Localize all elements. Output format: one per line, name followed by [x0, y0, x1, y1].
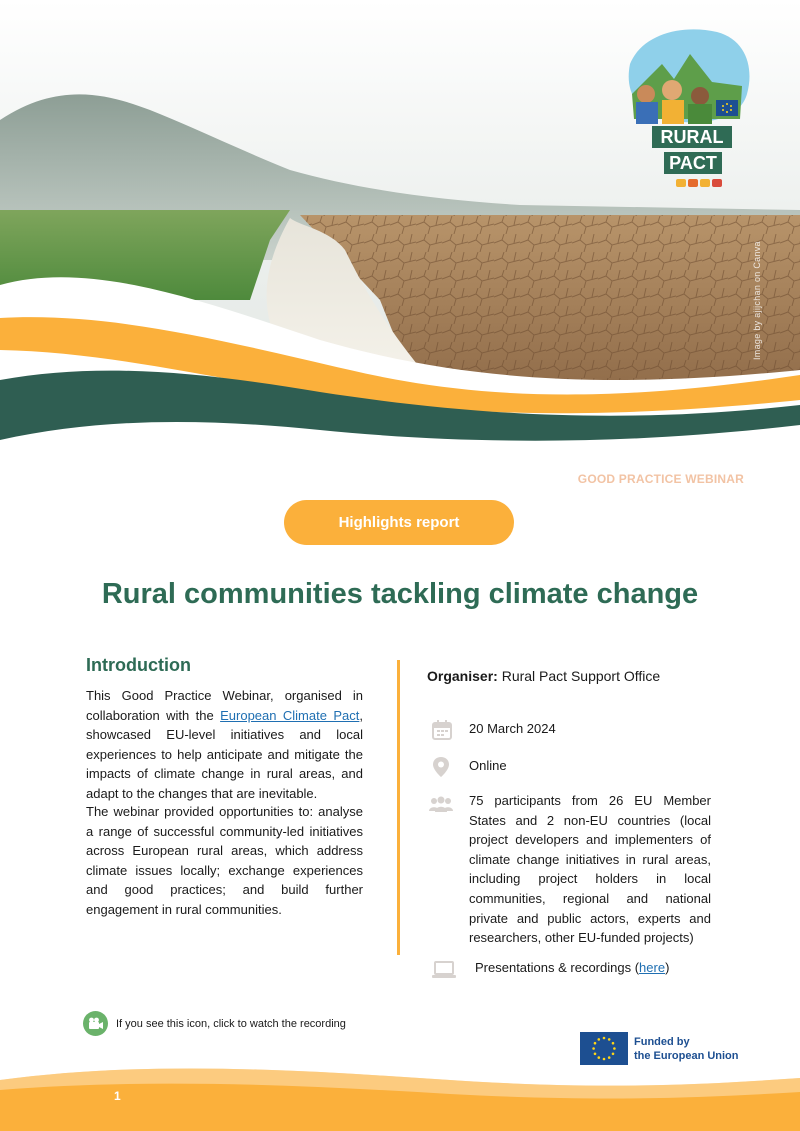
introduction-heading: Introduction [86, 655, 191, 675]
organiser-line [427, 668, 660, 684]
page-number: 1 [114, 1089, 121, 1103]
intro-paragraph-1 [86, 686, 363, 804]
presentations-here-link[interactable]: here [639, 960, 666, 975]
photo-credit: Image by ajijchan on Canva [752, 241, 762, 360]
event-date: 20 March 2024 [469, 721, 556, 736]
webinar-kicker: GOOD PRACTICE WEBINAR [577, 472, 744, 486]
intro-text: , showcased EU-level initiatives and local experiences to help anticipate and mitigate the impacts of climate change in rural areas, and adapt to the changes that are inevitable. [86, 707, 363, 801]
participants-description: 75 participants from 26 EU Member States and 2 non-EU countries (local project developers and implementers of climate change initiatives in rural areas, including project holders in local communities, regional and national private and public actors, experts and researchers, other EU-funded projects) [469, 793, 711, 946]
funded-line-2: the European Union [634, 1050, 739, 1062]
organiser-label: Organiser: [427, 668, 498, 684]
laptop-icon [431, 960, 457, 980]
participants-icon [428, 795, 454, 815]
rural-pact-logo [612, 24, 754, 200]
european-climate-pact-link[interactable]: European Climate Pact [220, 707, 360, 723]
intro-text: This Good Practice Webinar, organised in collaboration with the [86, 688, 363, 723]
event-location: Online [469, 758, 507, 773]
page-title: Rural communities tackling climate change [101, 578, 699, 610]
calendar-icon [431, 719, 453, 741]
presentations-text: ) [665, 960, 670, 975]
location-pin-icon [432, 756, 450, 778]
highlights-report-badge: Highlights report [284, 500, 514, 545]
recording-note: If you see this icon, click to watch the recording [116, 1018, 346, 1030]
video-camera-icon [83, 1011, 108, 1036]
recording-badge[interactable] [83, 1011, 108, 1036]
column-divider [397, 660, 400, 955]
intro-paragraph-2: The webinar provided opportunities to: analyse a range of successful community-led initiatives across European rural areas, which address climate issues locally; exchange experiences and good practices; and build further engagement in rural communities. [86, 804, 363, 917]
presentations-line [475, 958, 669, 978]
logo-text-rural: RURAL [660, 127, 724, 147]
funded-line-1: Funded by [634, 1036, 690, 1048]
presentations-text: Presentations & recordings ( [475, 960, 640, 975]
logo-text-pact: PACT [669, 153, 717, 173]
footer-wave [0, 1040, 800, 1131]
organiser-value: Rural Pact Support Office [497, 668, 661, 684]
